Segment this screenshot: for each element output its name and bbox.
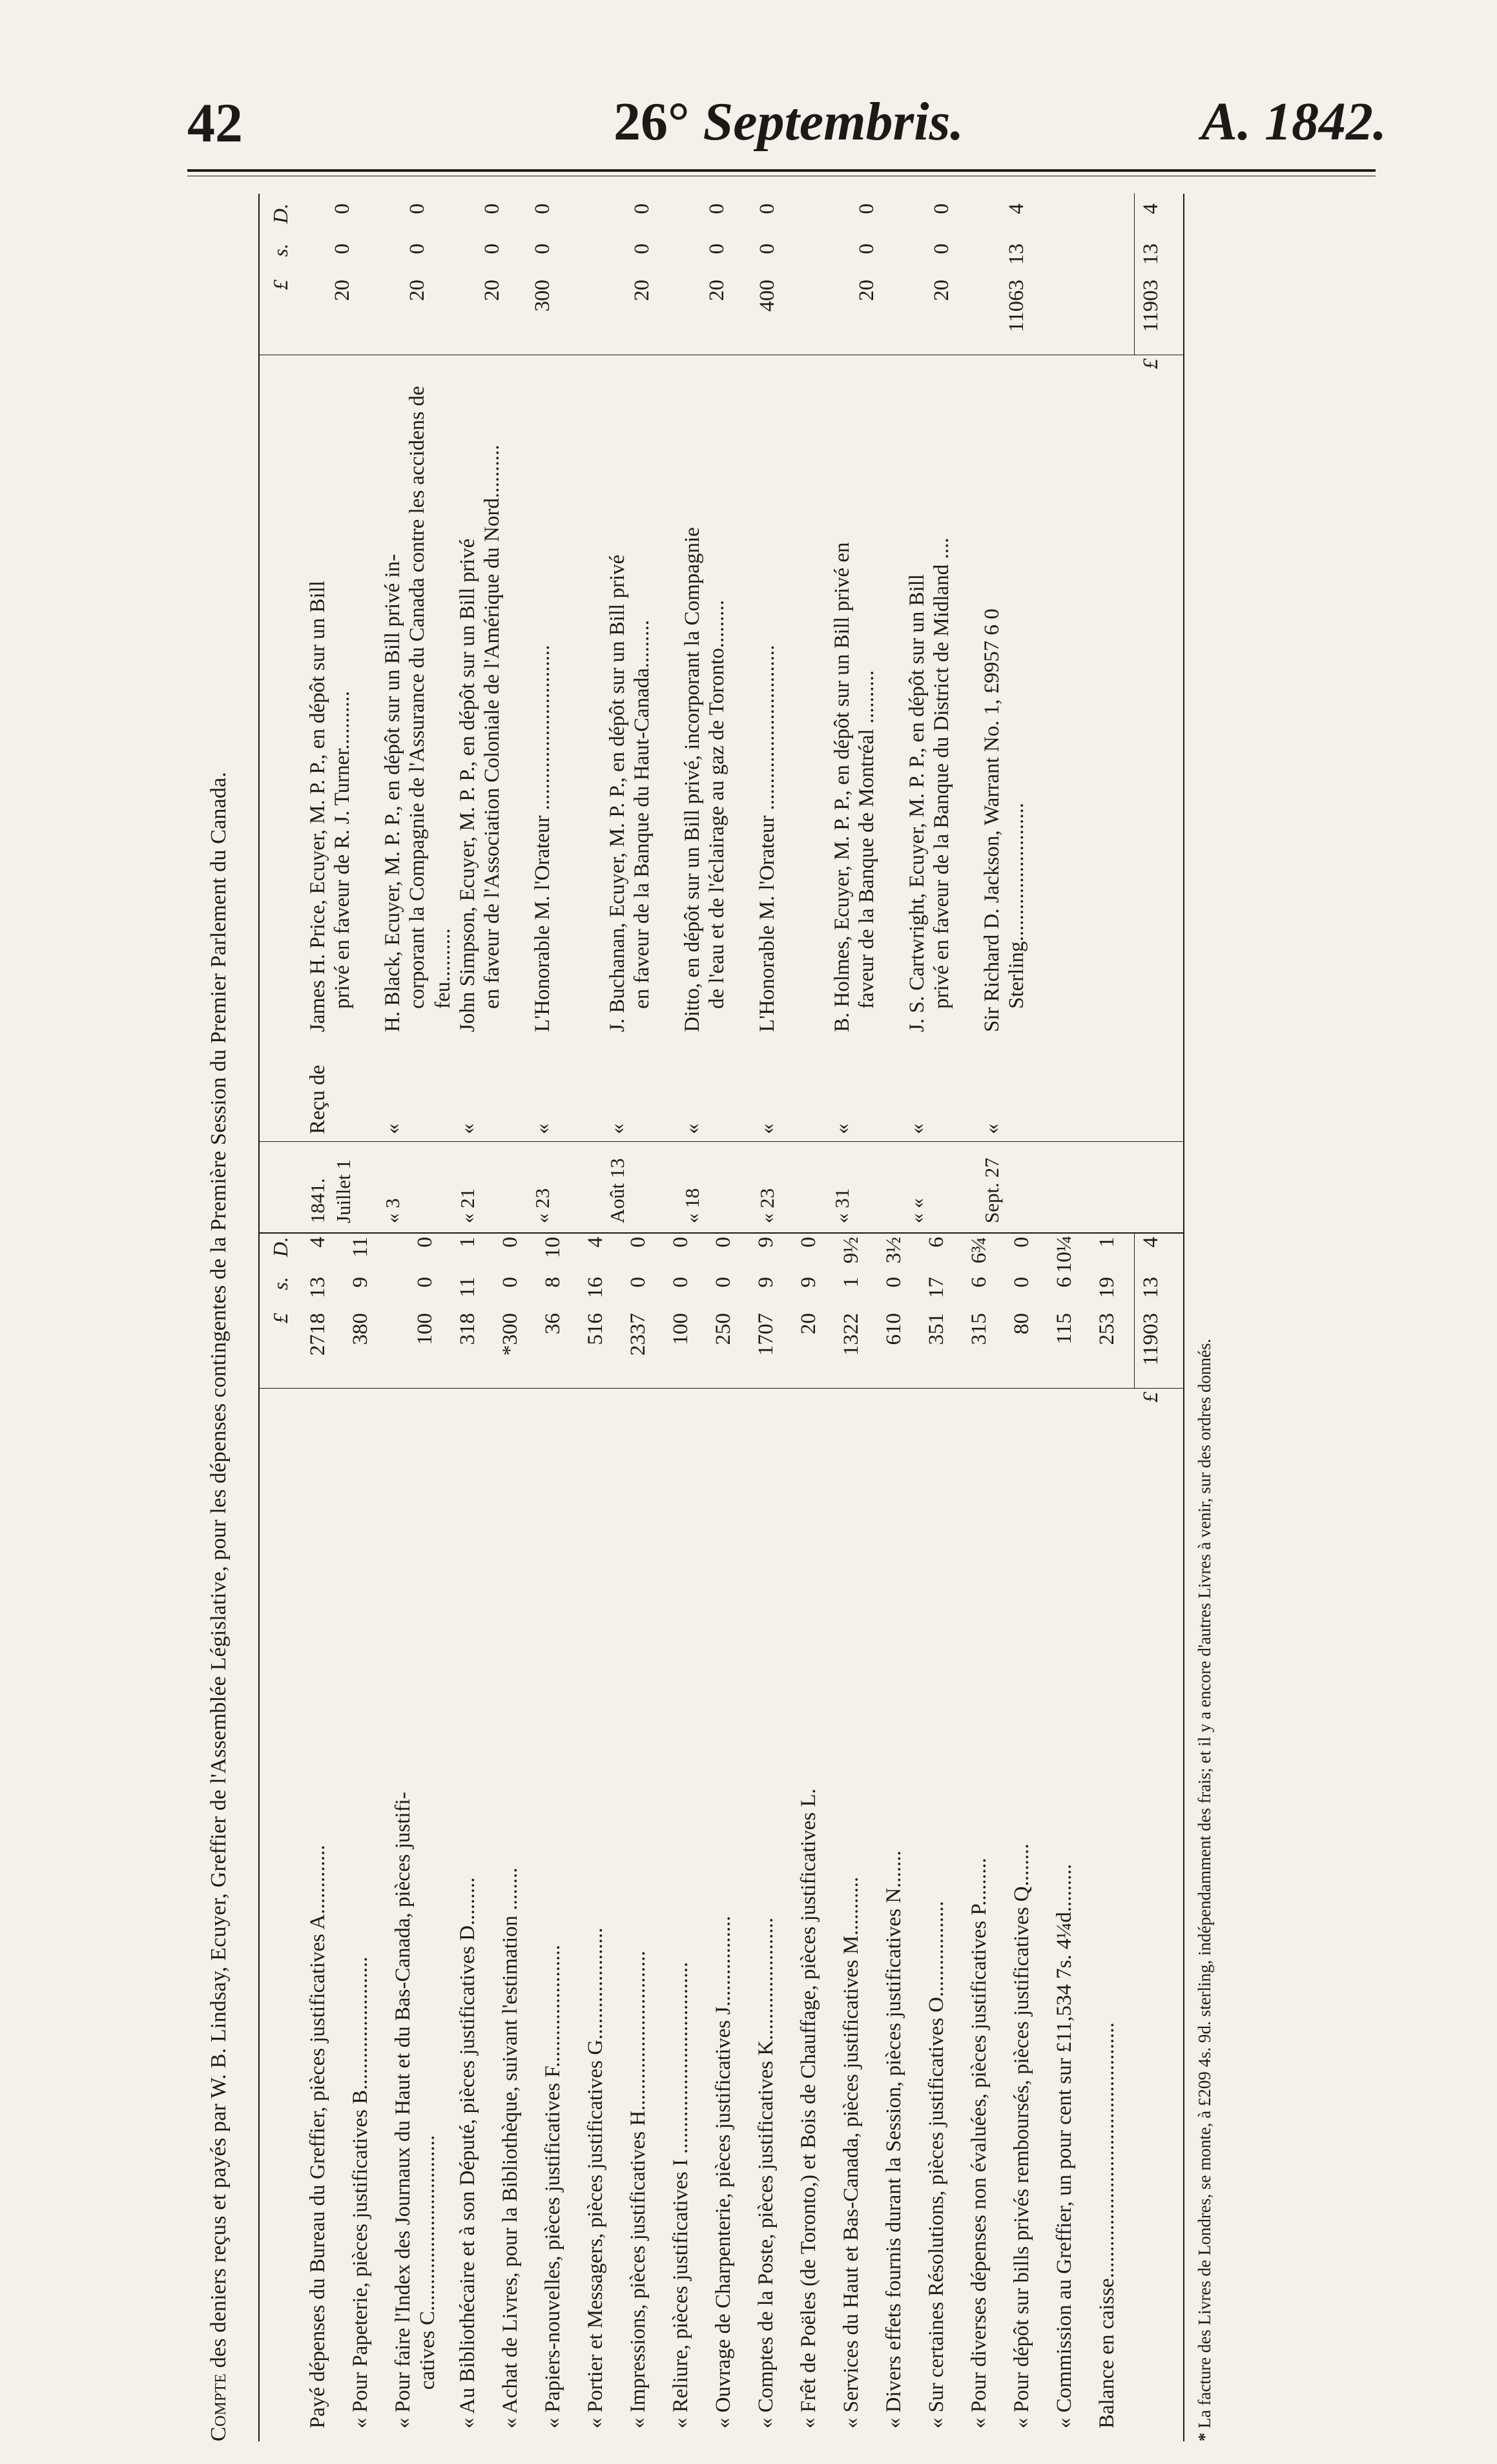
payment-label: « Papiers-nouvelles, pièces justificatives F....................... — [541, 1945, 564, 2428]
receipt-text: L'Honorable M. l'Orateur ............................... — [531, 645, 554, 1032]
receipts-date-column — [260, 1141, 1183, 1232]
amount-pounds: 100 — [413, 1313, 437, 1345]
amount-pounds: 351 — [925, 1313, 948, 1345]
amount-shillings: 0 — [531, 243, 554, 254]
amount-shillings: 0 — [855, 243, 878, 254]
payments-column — [260, 1389, 1183, 2441]
receipt-text: J. S. Cartwright, Ecuyer, M. P. P., en dépôt sur un Bill — [905, 574, 929, 1032]
amount-pence: 0 — [669, 1237, 692, 1248]
amount-pounds: 20 — [855, 280, 878, 301]
amount-pounds: 36 — [541, 1313, 564, 1334]
receipt-date: « 23 — [756, 1188, 778, 1223]
receipt-from: « — [905, 1123, 929, 1134]
amount-pence: 0 — [331, 203, 354, 214]
receipt-from: « — [381, 1123, 404, 1134]
amount-shillings: 19 — [1095, 1277, 1119, 1298]
payment-label: « Comptes de la Poste, pièces justificatives K....................... — [754, 1918, 778, 2428]
amount-shillings: 13 — [306, 1277, 329, 1298]
receipts-column — [260, 354, 1183, 1234]
payment-label: « Reliure, pièces justificatives I .................................... — [669, 1962, 692, 2428]
receipt-date: 1841. Juillet 1 — [306, 1159, 355, 1223]
total-pence: 4 — [1139, 1237, 1162, 1248]
amount-pence: 0 — [531, 203, 554, 214]
receipt-text-continued: en faveur de l'Association Coloniale de l'Amérique du Nord.......... — [480, 444, 504, 1009]
amount-pounds: 80 — [1010, 1313, 1033, 1334]
receipt-text-continued: privé en faveur de la Banque du District de Midland .... — [930, 537, 953, 1009]
account-table-rotated — [207, 194, 1305, 2441]
amount-pounds: 100 — [669, 1313, 692, 1345]
amount-shillings: 17 — [925, 1277, 948, 1298]
receipt-from: « — [606, 1123, 629, 1134]
amount-pence: 0 — [630, 203, 654, 214]
payment-label: « Au Bibliothécaire et à son Député, pièces justificatives D......... — [456, 1877, 479, 2428]
amount-shillings: 0 — [480, 243, 504, 254]
amount-pence: 0 — [930, 203, 953, 214]
amount-shillings: 0 — [882, 1277, 905, 1288]
amount-pence: 0 — [1010, 1237, 1033, 1248]
payment-label: Payé dépenses du Bureau du Greffier, pièces justificatives A............. — [306, 1845, 329, 2428]
page-header — [0, 0, 1497, 168]
amount-pounds: 610 — [882, 1313, 905, 1345]
table-caption — [207, 194, 252, 2441]
amount-pounds: 20 — [930, 280, 953, 301]
payment-label-continued: catives C................................. — [416, 2135, 439, 2390]
payment-label: « Pour faire l'Index des Journaux du Haut et du Bas-Canada, pièces justifi- — [391, 1792, 415, 2428]
amount-pounds: 318 — [456, 1313, 479, 1345]
amount-pence: 9 — [754, 1237, 778, 1248]
amount-pounds: 253 — [1095, 1313, 1119, 1345]
receipt-text: Sir Richard D. Jackson, Warrant No. 1, £9957 6 0 — [980, 608, 1004, 1032]
receipt-from: Reçu de — [306, 1064, 329, 1134]
receipt-date: Août 13 — [606, 1158, 628, 1223]
amount-pence: 0 — [413, 1237, 437, 1248]
receipt-date: « 31 — [831, 1188, 853, 1223]
receipts-description-column — [260, 354, 1183, 1045]
payment-label: Balance en caisse................................................ — [1095, 2022, 1119, 2428]
pound-head: £ — [269, 280, 292, 290]
amount-shillings: 9 — [754, 1277, 778, 1288]
amount-pence: 1 — [456, 1237, 479, 1248]
amount-shillings: 0 — [930, 243, 953, 254]
amount-shillings: 0 — [630, 243, 654, 254]
amount-pounds: 380 — [349, 1313, 372, 1345]
receipt-date: « 21 — [456, 1188, 479, 1223]
header-rule — [187, 169, 1376, 172]
page-year: A. 1842. — [1201, 92, 1387, 152]
currency-symbol: £ — [1139, 358, 1162, 369]
amount-pence: 10 — [541, 1237, 564, 1258]
amount-pence: 10¼ — [1053, 1236, 1076, 1273]
amount-pounds: 2718 — [306, 1313, 329, 1356]
amount-pence: 0 — [705, 203, 728, 214]
footnote — [1195, 194, 1215, 2441]
receipt-from: « — [531, 1123, 554, 1134]
amount-shillings: 0 — [1010, 1277, 1033, 1288]
receipt-text-continued: de l'eau et de l'éclairage au gaz de Toronto......... — [705, 600, 728, 1009]
receipt-text: Ditto, en dépôt sur un Bill privé, incorporant la Compagnie — [681, 527, 704, 1032]
footnote-mark: * — [1195, 2432, 1214, 2441]
footnote-text: La facture des Livres de Londres, se monte, à £209 4s. 9d. sterling, indépendamment des frais; et il y a encore d'autres Livres à venir, sur des ordres donnés. — [1195, 1338, 1214, 2433]
amount-pence: 0 — [406, 203, 429, 214]
shilling-head: s. — [269, 243, 292, 257]
amount-shillings: 0 — [669, 1277, 692, 1288]
amount-shillings: 6 — [967, 1277, 991, 1288]
receipt-text-continued: faveur de la Banque de Montréal .......... — [855, 670, 878, 1009]
amount-shillings: 0 — [756, 243, 779, 254]
receipt-text: John Simpson, Ecuyer, M. P. P., en dépôt sur un Bill privé — [456, 538, 479, 1032]
receipt-text: B. Holmes, Ecuyer, M. P. P., en dépôt sur un Bill privé en — [831, 542, 854, 1032]
amount-shillings: 0 — [406, 243, 429, 254]
receipt-text: J. Buchanan, Ecuyer, M. P. P., en dépôt sur un Bill privé — [606, 554, 629, 1032]
total-pence: 4 — [1139, 203, 1162, 214]
total-rule — [1134, 193, 1135, 355]
amount-shillings: 9 — [797, 1277, 820, 1288]
amount-pounds: 20 — [406, 280, 429, 301]
amount-pence: 0 — [797, 1237, 820, 1248]
payment-label: « Pour dépôt sur bills privés remboursés, pièces justificatives Q........ — [1010, 1843, 1033, 2428]
page-date — [614, 90, 964, 153]
amount-shillings: 0 — [413, 1277, 437, 1288]
amount-pounds: 20 — [705, 280, 728, 301]
amount-pence: 0 — [499, 1237, 522, 1248]
amount-pounds: 11063 — [1005, 280, 1028, 333]
amount-pence: 6 — [925, 1237, 948, 1248]
payment-label: « Achat de Livres, pour la Bibliothèque, suivant l'estimation ........ — [499, 1867, 522, 2428]
amount-pounds: 2337 — [626, 1313, 650, 1356]
payment-label: « Pour Papeterie, pièces justificatives B......................... — [349, 1956, 372, 2428]
caption-prefix: Compte — [207, 2373, 231, 2441]
receipts-from-column — [260, 1045, 1183, 1142]
amount-pence: 4 — [1005, 203, 1028, 214]
amount-shillings: 0 — [705, 243, 728, 254]
payment-label: « Services du Haut et Bas-Canada, pièces justificatives M........... — [840, 1876, 863, 2428]
pound-head: £ — [269, 1313, 292, 1323]
receipt-from: « — [756, 1123, 779, 1134]
amount-pence: 3½ — [882, 1237, 905, 1264]
amount-shillings: 13 — [1005, 243, 1028, 265]
payment-label: « Pour diverses dépenses non évaluées, pièces justificatives P......... — [967, 1858, 991, 2428]
amount-pence: 9½ — [840, 1237, 863, 1264]
amount-shillings: 11 — [456, 1277, 479, 1298]
receipt-from: « — [456, 1123, 479, 1134]
payment-label: « Sur certaines Résolutions, pièces justificatives O.................. — [925, 1901, 948, 2428]
amount-shillings: 1 — [840, 1277, 863, 1288]
amount-pence: 4 — [306, 1237, 329, 1248]
total-shillings: 13 — [1139, 1277, 1162, 1298]
amount-pounds: 400 — [756, 280, 779, 312]
receipt-date: « « — [905, 1198, 928, 1223]
receipt-text-continued: privé en faveur de R. J. Turner........... — [331, 690, 354, 1009]
total-rule — [1134, 1233, 1135, 1388]
payment-label: « Ouvrage de Charpenterie, pièces justificatives J................. — [712, 1916, 735, 2428]
payment-label: « Portier et Messagers, pièces justificatives G..................... — [584, 1927, 607, 2428]
amount-shillings: 16 — [584, 1277, 607, 1298]
amount-pence: 0 — [626, 1237, 650, 1248]
caption-text: des deniers reçus et payés par W. B. Lindsay, Ecuyer, Greffier de l'Assemblée Législative, pour les dépenses contingentes de la Première Session du Premier Parlement du Canada. — [207, 771, 231, 2374]
amount-pounds: 1322 — [840, 1313, 863, 1356]
receipt-text: L'Honorable M. l'Orateur ............................... — [756, 645, 779, 1032]
amount-shillings: 0 — [331, 243, 354, 254]
page-number: 42 — [187, 92, 243, 154]
shilling-head: s. — [269, 1277, 292, 1290]
amount-pounds: 20 — [630, 280, 654, 301]
total-pounds: 11903 — [1139, 280, 1162, 333]
receipt-date: « 23 — [531, 1188, 553, 1223]
total-pounds: 11903 — [1139, 1313, 1162, 1366]
receipt-from: « — [980, 1123, 1004, 1134]
receipt-date: « 18 — [681, 1188, 703, 1223]
receipt-text-continued: en faveur de la Banque du Haut-Canada......... — [630, 619, 654, 1009]
page-date-day: 26° — [614, 92, 690, 152]
amount-shillings: 0 — [712, 1277, 735, 1288]
amount-shillings: 8 — [541, 1277, 564, 1288]
amount-pence: 0 — [480, 203, 504, 214]
amount-shillings: 0 — [499, 1277, 522, 1288]
payment-label: « Divers effets fournis durant la Session, pièces justificatives N....... — [882, 1850, 905, 2428]
receipt-text: James H. Price, Ecuyer, M. P. P., en dépôt sur un Bill — [306, 581, 329, 1032]
currency-symbol: £ — [1139, 1392, 1162, 1403]
pence-head: D. — [269, 1237, 292, 1258]
amount-shillings: 6 — [1053, 1277, 1076, 1288]
amount-pence: 0 — [712, 1237, 735, 1248]
payment-label: « Commission au Greffier, un pour cent sur £11,534 7s. 4¼d......... — [1053, 1863, 1076, 2428]
amount-pence: 11 — [349, 1237, 372, 1258]
pence-head: D. — [269, 203, 292, 224]
amount-pounds: 20 — [480, 280, 504, 301]
amount-pounds: 20 — [331, 280, 354, 301]
amount-shillings: 9 — [349, 1277, 372, 1288]
amount-pence: 0 — [855, 203, 878, 214]
amount-pence: 1 — [1095, 1237, 1119, 1248]
receipt-date: « 3 — [381, 1198, 404, 1223]
amount-pence: 4 — [584, 1237, 607, 1248]
receipt-text: H. Black, Ecuyer, M. P. P., en dépôt sur un Bill privé in- — [381, 554, 404, 1032]
receipt-date: Sept. 27 — [980, 1157, 1003, 1223]
receipts-amount-column — [260, 193, 1183, 369]
receipt-from: « — [681, 1123, 704, 1134]
receipt-text-continued: Sterling.......................... — [1005, 803, 1028, 1009]
amount-pence: 6¾ — [967, 1237, 991, 1264]
payments-amount-column — [260, 1233, 1183, 1403]
amount-pounds: 516 — [584, 1313, 607, 1345]
amount-pounds: 250 — [712, 1313, 735, 1345]
payment-label: « Frêt de Poëles (de Toronto,) et Bois de Chauffage, pièces justificatives L. — [797, 1788, 820, 2428]
payment-label: « Impressions, pièces justificatives H.............................. — [626, 1951, 650, 2428]
receipt-from: « — [831, 1123, 854, 1134]
page-date-word: Septembris. — [703, 92, 964, 152]
amount-pounds: 300 — [531, 280, 554, 312]
amount-pounds: 315 — [967, 1313, 991, 1345]
amount-pounds: *300 — [499, 1313, 522, 1356]
receipt-text-continued: corporant la Compagnie de l'Assurance du Canada contre les accidens de feu.......... — [406, 386, 455, 1009]
amount-shillings: 0 — [626, 1277, 650, 1288]
account-table — [258, 194, 1184, 2441]
amount-pence: 0 — [756, 203, 779, 214]
amount-pounds: 115 — [1053, 1313, 1076, 1345]
amount-pounds: 1707 — [754, 1313, 778, 1356]
amount-pounds: 20 — [797, 1313, 820, 1334]
total-shillings: 13 — [1139, 243, 1162, 265]
